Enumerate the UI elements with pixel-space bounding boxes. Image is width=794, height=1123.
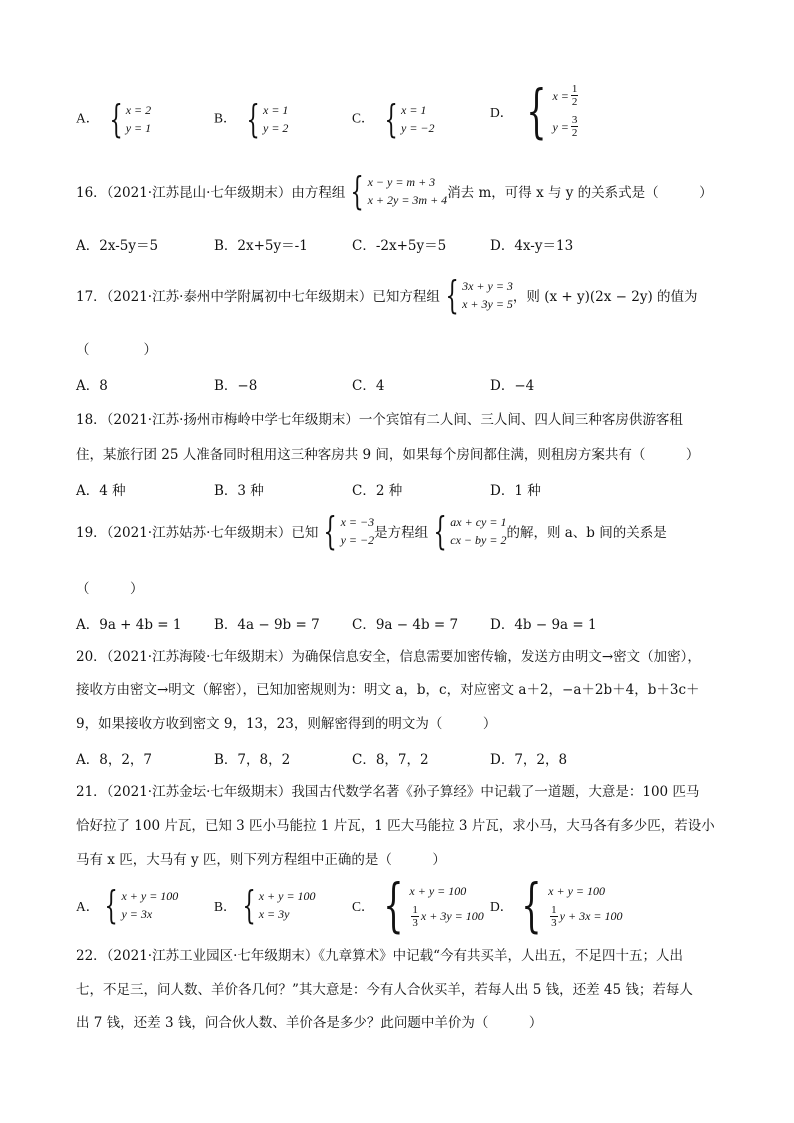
q15-option-b: B． { x = 1 y = 2 — [214, 97, 289, 141]
q21-option-c: C． { x + y = 100 $\frac{1}{3}$ x + 3y = 100 — [352, 871, 484, 939]
q18-option-d: D．1 种 — [490, 483, 541, 499]
q18-option-b: B．3 种 — [214, 483, 264, 499]
q19-option-a: A．9a + 4b = 1 — [76, 617, 182, 633]
question-16: 16．（2021·江苏昆山·七年级期末）由方程组 { x − y = m + 3 x + 2y = 3m + 4 消去 m，可得 x 与 y 的关系式是（ ） — [76, 169, 713, 213]
q17-answer-paren: （ ） — [76, 342, 157, 358]
q17-option-b: B．−8 — [214, 378, 258, 394]
q19-option-c: C．9a − 4b = 7 — [352, 617, 459, 633]
q19-option-d: D．4b − 9a = 1 — [490, 617, 597, 633]
q21-option-d: D． { x + y = 100 $\frac{1}{3}$ y + 3x = 100 — [490, 871, 623, 939]
q15-option-c: C． { x = 1 y = −2 — [352, 97, 435, 141]
q18-option-a: A．4 种 — [76, 483, 126, 499]
q21-option-a: A． { x + y = 100 y = 3x — [76, 883, 179, 927]
q20-option-d: D．7，2，8 — [490, 752, 568, 768]
q18-option-c: C．2 种 — [352, 483, 403, 499]
q16-option-a: A．2x-5y＝5 — [76, 238, 159, 254]
q15-option-a: A． { x = 2 y = 1 — [76, 97, 152, 141]
q16-option-c: C．-2x+5y＝5 — [352, 238, 447, 254]
q22-line-1: 22．（2021·江苏工业园区·七年级期末）《九章算术》中记载“今有共买羊，人出五，不足四十五；人出 — [76, 948, 684, 964]
q21-line-2: 恰好拉了 100 片瓦，已知 3 匹小马能拉 1 片瓦，1 匹大马能拉 3 片瓦，求小马，大马各有多少匹，若设小 — [76, 818, 715, 834]
q17-option-a: A．8 — [76, 378, 108, 394]
question-19: 19．（2021·江苏姑苏·七年级期末）已知 { x = −3 y = −2 是方程组 { ax + cy = 1 cx − by = 2 的解，则 a、b 间的关系是 — [76, 509, 667, 553]
q17-option-d: D．−4 — [490, 378, 535, 394]
q16-option-b: B．2x+5y＝-1 — [214, 238, 308, 254]
q19-answer-paren: （ ） — [76, 581, 144, 597]
q20-option-b: B．7，8，2 — [214, 752, 291, 768]
q21-line-3: 马有 x 匹，大马有 y 匹，则下列方程组中正确的是（ ） — [76, 852, 446, 868]
q18-line-2: 住，某旅行团 25 人准备同时租用这三种客房共 9 间，如果每个房间都住满，则租房方案共有（ ） — [76, 447, 700, 463]
option-label: A． — [76, 110, 100, 126]
q19-option-b: B．4a − 9b = 7 — [214, 617, 320, 633]
q18-line-1: 18．（2021·江苏·扬州市梅岭中学七年级期末）一个宾馆有二人间、三人间、四人间三种客房供游客租 — [76, 412, 683, 428]
q21-line-1: 21．（2021·江苏金坛·七年级期末）我国古代数学名著《孙子算经》中记载了一道题，大意是：100 匹马 — [76, 784, 700, 800]
question-17: 17．（2021·江苏·泰州中学附属初中七年级期末）已知方程组 { 3x + y = 3 x + 3y = 5 ，则 (x + y)(2x − 2y) 的值为 — [76, 273, 698, 317]
q20-option-c: C．8，7，2 — [352, 752, 429, 768]
q15-option-d: D． { x = $\frac{1}{2}$ y = $\frac{3}{2}$ — [490, 77, 578, 145]
q22-line-3: 出 7 钱，还差 3 钱，问合伙人数、羊价各是多少？此问题中羊价为（ ） — [76, 1015, 543, 1031]
q20-line-2: 接收方由密文→明文（解密），已知加密规则为：明文 a，b，c，对应密文 a＋2，−a＋2b＋4，b＋3c＋ — [76, 682, 700, 698]
q21-option-b: B． { x + y = 100 x = 3y — [214, 883, 316, 927]
q20-option-a: A．8，2，7 — [76, 752, 153, 768]
q16-option-d: D．4x-y＝13 — [490, 238, 574, 254]
q17-option-c: C．4 — [352, 378, 385, 394]
q22-line-2: 七，不足三，问人数、羊价各几何？”其大意是：今有人合伙买羊，若每人出 5 钱，还差 45 钱；若每人 — [76, 982, 693, 998]
q20-line-1: 20．（2021·江苏海陵·七年级期末）为确保信息安全，信息需要加密传输，发送方由明文→密文（加密）， — [76, 649, 701, 665]
q20-line-3: 9，如果接收方收到密文 9，13，23，则解密得到的明文为（ ） — [76, 716, 497, 732]
